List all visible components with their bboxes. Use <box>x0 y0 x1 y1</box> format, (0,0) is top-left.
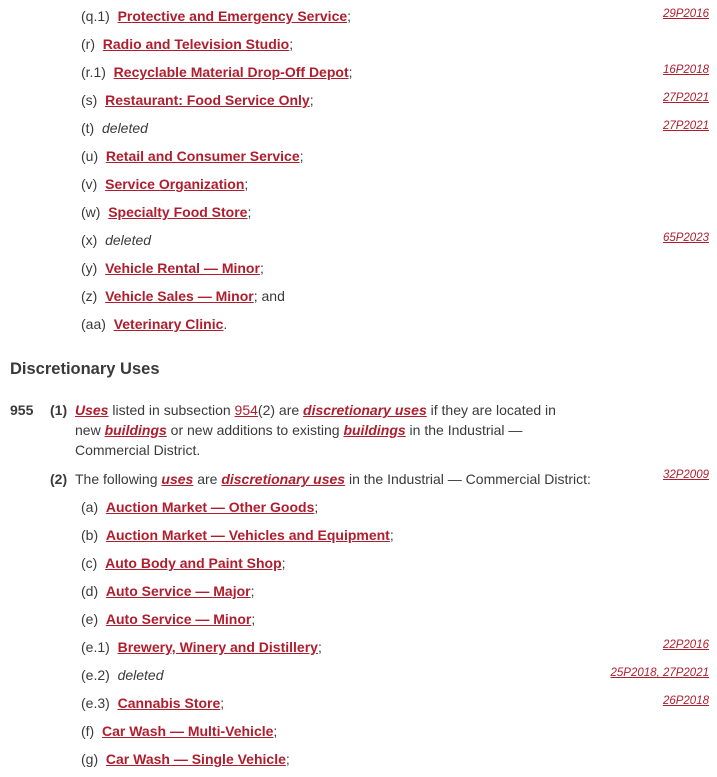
list-item <box>0 34 717 62</box>
list-item <box>0 665 717 693</box>
list-item-text <box>81 609 255 629</box>
use-link[interactable]: Auto Service — Minor <box>105 611 252 627</box>
item-marker: (c) <box>81 555 106 571</box>
defined-term-link[interactable]: discretionary uses <box>221 471 346 487</box>
item-suffix: ; <box>259 260 264 276</box>
list-item <box>0 90 717 118</box>
item-suffix: ; <box>250 583 255 599</box>
use-link[interactable]: Protective and Emergency Service <box>117 8 348 24</box>
text-run: are <box>193 471 222 487</box>
item-suffix: ; <box>247 204 252 220</box>
use-link[interactable]: Specialty Food Store <box>108 204 248 220</box>
use-link[interactable]: Retail and Consumer Service <box>105 148 300 164</box>
amendment-link[interactable]: 27P2021 <box>662 667 709 679</box>
list-item-text <box>81 721 277 741</box>
use-link[interactable]: Auto Body and Paint Shop <box>105 555 282 571</box>
item-marker: (s) <box>81 92 106 108</box>
use-link[interactable]: Brewery, Winery and Distillery <box>117 639 318 655</box>
item-suffix: ; <box>314 499 319 515</box>
list-item-text <box>81 693 224 713</box>
defined-term-link[interactable]: Uses <box>75 402 109 418</box>
cross-reference-link[interactable]: 954 <box>234 402 258 418</box>
item-marker: (x) <box>81 232 106 248</box>
item-suffix: ; <box>299 148 304 164</box>
text-run: The following <box>75 471 162 487</box>
amendment-link[interactable]: 25P2018 <box>610 667 657 679</box>
item-suffix: ; <box>244 176 249 192</box>
item-suffix: ; <box>281 555 286 571</box>
item-suffix: ; and <box>253 288 285 304</box>
defined-term-link[interactable]: buildings <box>343 422 406 438</box>
use-link[interactable]: Restaurant: Food Service Only <box>105 92 310 108</box>
list-item <box>0 174 717 202</box>
list-item <box>0 609 717 637</box>
text-run: (2) are <box>257 402 304 418</box>
item-marker: (t) <box>81 120 102 136</box>
item-marker: (g) <box>81 751 106 767</box>
item-suffix: ; <box>347 8 352 24</box>
deleted-label: deleted <box>117 667 164 683</box>
item-suffix: ; <box>251 611 256 627</box>
amendment-refs <box>611 667 709 679</box>
text-run: in the Industrial — Commercial District. <box>75 422 523 458</box>
use-link[interactable]: Auction Market — Vehicles and Equipment <box>105 527 390 543</box>
use-link[interactable]: Radio and Television Studio <box>102 36 290 52</box>
use-link[interactable]: Auction Market — Other Goods <box>105 499 315 515</box>
amendment-refs <box>663 64 709 76</box>
list-item <box>0 62 717 90</box>
item-suffix: ; <box>273 723 278 739</box>
use-link[interactable]: Auto Service — Major <box>105 583 251 599</box>
list-item-text <box>81 62 353 82</box>
item-marker: (r) <box>81 36 103 52</box>
list-item <box>0 286 717 314</box>
text-run: in the Industrial — Commercial District: <box>345 471 591 487</box>
use-link[interactable]: Vehicle Sales — Minor <box>105 288 254 304</box>
list-item <box>0 637 717 665</box>
list-item <box>0 581 717 609</box>
amendment-link[interactable]: 16P2018 <box>662 64 709 76</box>
item-marker: (e.2) <box>81 667 118 683</box>
list-item <box>0 6 717 34</box>
list-item-text <box>81 581 254 601</box>
defined-term-link[interactable]: discretionary uses <box>303 402 427 418</box>
defined-term-link[interactable]: uses <box>161 471 194 487</box>
use-link[interactable]: Vehicle Rental — Minor <box>105 260 260 276</box>
item-marker: (b) <box>81 527 106 543</box>
section-heading: Discretionary Uses <box>10 360 160 378</box>
amendment-refs <box>663 92 709 104</box>
list-item <box>0 146 717 174</box>
list-item <box>0 230 717 258</box>
use-link[interactable]: Service Organization <box>105 176 245 192</box>
list-item-text <box>81 497 318 517</box>
list-item <box>0 497 717 525</box>
section-number: 955 <box>10 402 34 418</box>
text-run: listed in subsection <box>108 402 235 418</box>
subsection-1-text <box>75 400 585 460</box>
item-marker: (y) <box>81 260 106 276</box>
item-suffix: ; <box>389 527 394 543</box>
list-item-text <box>81 174 248 194</box>
item-marker: (e.1) <box>81 639 118 655</box>
item-suffix: . <box>223 316 228 332</box>
item-suffix: ; <box>317 639 322 655</box>
use-link[interactable]: Car Wash — Single Vehicle <box>105 751 286 767</box>
list-item-text <box>81 202 251 222</box>
item-marker: (w) <box>81 204 109 220</box>
item-marker: (a) <box>81 499 106 515</box>
amendment-refs <box>663 8 709 20</box>
list-item-text <box>81 749 290 769</box>
amendment-refs <box>663 232 709 244</box>
list-item <box>0 202 717 230</box>
amendment-link[interactable]: 32P2009 <box>662 469 709 481</box>
list-item-text <box>81 258 264 278</box>
item-marker: (u) <box>81 148 106 164</box>
list-item-text <box>81 525 394 545</box>
subsection-2-amendment-row <box>0 467 717 495</box>
use-link[interactable]: Veterinary Clinic <box>113 316 224 332</box>
item-marker: (aa) <box>81 316 114 332</box>
subsection-1-marker: (1) <box>50 402 68 418</box>
list-item-text <box>81 314 227 334</box>
list-item <box>0 553 717 581</box>
deleted-label: deleted <box>105 232 152 248</box>
amendment-link[interactable]: 27P2021 <box>662 120 709 132</box>
amendment-link[interactable]: 29P2016 <box>662 8 709 20</box>
text-run: if they are located in new <box>75 402 556 438</box>
amendment-link[interactable]: 22P2016 <box>662 639 709 651</box>
item-marker: (v) <box>81 176 106 192</box>
item-marker: (z) <box>81 288 106 304</box>
amendment-link[interactable]: 26P2018 <box>662 695 709 707</box>
amendment-refs <box>663 469 709 481</box>
list-item <box>0 749 717 777</box>
list-item-text <box>81 665 164 685</box>
list-item-text <box>81 118 148 138</box>
item-marker: (d) <box>81 583 106 599</box>
subsection-2-marker: (2) <box>50 471 68 487</box>
list-item-text <box>81 230 151 250</box>
list-item <box>0 721 717 749</box>
item-marker: (e.3) <box>81 695 118 711</box>
item-suffix: ; <box>348 64 353 80</box>
use-link[interactable]: Cannabis Store <box>117 695 221 711</box>
deleted-label: deleted <box>102 120 148 136</box>
list-item-text <box>81 34 293 54</box>
amendment-refs <box>663 639 709 651</box>
list-item-text <box>81 146 304 166</box>
list-item-text <box>81 553 286 573</box>
amendment-link[interactable]: 27P2021 <box>662 92 709 104</box>
item-marker: (q.1) <box>81 8 118 24</box>
amendment-refs <box>663 695 709 707</box>
item-marker: (r.1) <box>81 64 114 80</box>
list-item <box>0 525 717 553</box>
use-link[interactable]: Recyclable Material Drop-Off Depot <box>113 64 349 80</box>
item-suffix: ; <box>220 695 225 711</box>
item-marker: (f) <box>81 723 102 739</box>
list-item <box>0 258 717 286</box>
item-marker: (e) <box>81 611 106 627</box>
list-item <box>0 693 717 721</box>
amendment-separator: , <box>656 667 663 679</box>
list-item-text <box>81 286 285 306</box>
item-suffix: ; <box>285 751 290 767</box>
defined-term-link[interactable]: buildings <box>104 422 167 438</box>
list-item-text <box>81 90 314 110</box>
list-item-text <box>81 6 351 26</box>
list-item-text <box>81 637 322 657</box>
item-suffix: ; <box>289 36 294 52</box>
amendment-link[interactable]: 65P2023 <box>662 232 709 244</box>
item-suffix: ; <box>309 92 314 108</box>
use-link[interactable]: Car Wash — Multi-Vehicle <box>102 723 274 739</box>
text-run: or new additions to existing <box>166 422 344 438</box>
list-item <box>0 118 717 146</box>
list-item <box>0 314 717 342</box>
amendment-refs <box>663 120 709 132</box>
